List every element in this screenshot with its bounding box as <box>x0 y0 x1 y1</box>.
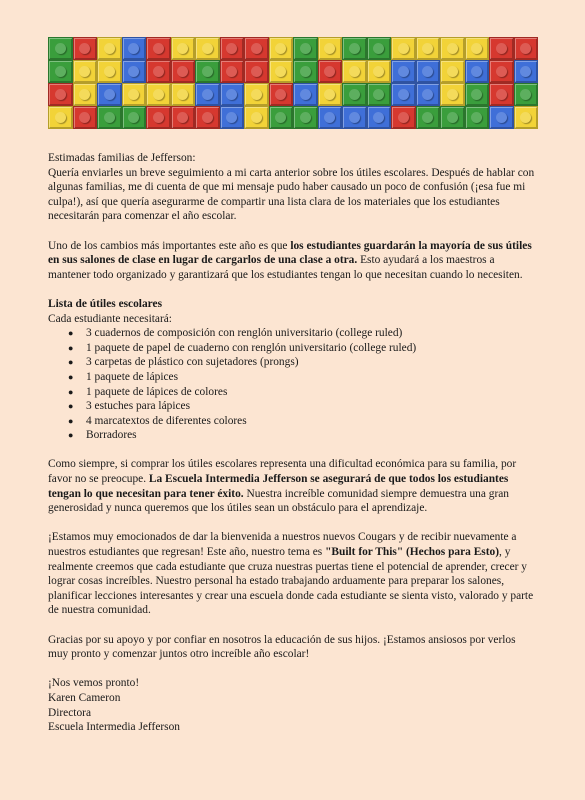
signer-title: Directora <box>48 706 92 719</box>
lego-brick <box>514 37 539 60</box>
thanks-paragraph: Gracias por su apoyo y por confiar en nosotros la educación de sus hijos. ¡Estamos ansiosos por verlos muy pronto y comenzar juntos otro increíble año escolar! <box>48 633 516 661</box>
list-item: ● 1 paquete de lápices de colores <box>68 385 538 400</box>
lego-brick <box>269 37 294 60</box>
assistance-text-a: Como siempre, si comprar los útiles escolares representa una dificultad económica para su familia, por favor no se preocupe. <box>48 458 517 486</box>
lego-brick <box>367 60 392 83</box>
lego-brick <box>293 37 318 60</box>
list-item: ● 1 paquete de papel de cuaderno con renglón universitario (college ruled) <box>68 341 538 356</box>
lego-brick <box>489 83 514 106</box>
theme-text-bold: "Built for This" (Hechos para Esto) <box>325 546 500 559</box>
lego-brick <box>293 60 318 83</box>
storage-text-bold: los estudiantes guardarán la mayoría de sus útiles en sus salones de clase en lugar de cargarlos de una clase a otra. <box>48 239 532 267</box>
lego-brick <box>220 106 245 129</box>
storage-text-a: Uno de los cambios más importantes este año es que <box>48 239 291 252</box>
lego-brick <box>440 60 465 83</box>
lego-brick <box>244 60 269 83</box>
lego-brick <box>416 83 441 106</box>
lego-brick <box>367 37 392 60</box>
lego-brick <box>122 106 147 129</box>
lego-brick <box>48 60 73 83</box>
lego-brick <box>440 106 465 129</box>
lego-brick <box>171 37 196 60</box>
theme-paragraph <box>48 530 538 618</box>
list-item: ● Borradores <box>68 428 538 443</box>
lego-brick <box>146 83 171 106</box>
lego-brick <box>318 60 343 83</box>
lego-brick <box>342 60 367 83</box>
lego-brick <box>391 106 416 129</box>
list-item: ● 1 paquete de lápices <box>68 370 538 385</box>
lego-brick-banner <box>48 37 538 129</box>
closing: ¡Nos vemos pronto! <box>48 677 140 690</box>
lego-brick <box>269 83 294 106</box>
lego-brick <box>146 60 171 83</box>
lego-brick <box>73 83 98 106</box>
lego-brick <box>195 37 220 60</box>
letter-body <box>48 151 538 735</box>
lego-brick <box>195 60 220 83</box>
lego-brick <box>195 83 220 106</box>
signer-school: Escuela Intermedia Jefferson <box>48 721 180 734</box>
theme-text-a: ¡Estamos muy emocionados de dar la bienvenida a nuestros nuevos Cougars y de recibir nuevamente a nuestros estudiantes que regresan! Este año, nuestro tema es <box>48 531 517 559</box>
lego-brick <box>122 37 147 60</box>
theme-text-c: , y realmente creemos que cada estudiante que cruza nuestras puertas tiene el potencial de aprender, crecer y lograr cosas increíbles. Nuestro personal ha estado trabajando arduamente para preparar los salones, planificar lecciones interesantes y crear una escuela donde cada estudiante se sienta visto, valorado y parte de nuestra comunidad. <box>48 546 534 617</box>
storage-text-c: Esto ayudará a los maestros a mantener todo organizado y garantizará que los estudiantes tengan lo que necesitan cuando lo necesiten. <box>48 254 523 281</box>
signer-name: Karen Cameron <box>48 691 121 704</box>
lego-brick <box>318 37 343 60</box>
supply-list <box>48 326 538 443</box>
storage-paragraph <box>48 239 538 283</box>
lego-brick <box>318 106 343 129</box>
lego-brick <box>440 83 465 106</box>
list-intro: Cada estudiante necesitará: <box>48 312 172 325</box>
lego-brick <box>489 60 514 83</box>
assistance-text-bold: La Escuela Intermedia Jefferson se asegurará de que todos los estudiantes tengan lo que necesitan para tener éxito. <box>48 473 509 500</box>
lego-brick <box>171 106 196 129</box>
lego-brick <box>465 60 490 83</box>
signature-block <box>48 676 538 734</box>
lego-brick <box>465 37 490 60</box>
lego-brick <box>195 106 220 129</box>
lego-brick <box>489 37 514 60</box>
lego-brick <box>244 106 269 129</box>
lego-brick <box>146 37 171 60</box>
lego-brick <box>293 83 318 106</box>
lego-brick <box>220 60 245 83</box>
list-item: ● 4 marcatextos de diferentes colores <box>68 414 538 429</box>
lego-brick <box>122 83 147 106</box>
list-title <box>48 297 538 312</box>
lego-brick <box>416 60 441 83</box>
lego-brick <box>73 60 98 83</box>
lego-brick <box>465 83 490 106</box>
intro-paragraph: Quería enviarles un breve seguimiento a mi carta anterior sobre los útiles escolares. Después de hablar con algunas familias, me di cuenta de que mi mensaje pudo haber causado un poco de confusión (¡esa fue mi culpa!), así que quería asegurarme de compartir una lista clara de los materiales que los estudiantes necesitarán para comenzar el año escolar. <box>48 166 535 223</box>
lego-brick <box>269 60 294 83</box>
lego-brick <box>391 60 416 83</box>
list-item: ● 3 cuadernos de composición con renglón universitario (college ruled) <box>68 326 538 341</box>
lego-brick <box>342 106 367 129</box>
lego-brick <box>342 83 367 106</box>
lego-brick <box>391 37 416 60</box>
list-item: ● 3 carpetas de plástico con sujetadores (prongs) <box>68 355 538 370</box>
lego-brick <box>391 83 416 106</box>
lego-brick <box>367 106 392 129</box>
lego-brick <box>465 106 490 129</box>
lego-brick <box>514 106 539 129</box>
lego-brick <box>73 106 98 129</box>
list-title-text: Lista de útiles escolares <box>48 297 163 310</box>
lego-brick <box>97 106 122 129</box>
lego-brick <box>97 60 122 83</box>
lego-brick <box>342 37 367 60</box>
lego-brick <box>416 106 441 129</box>
greeting: Estimadas familias de Jefferson: <box>48 152 196 164</box>
lego-brick <box>416 37 441 60</box>
lego-brick <box>489 106 514 129</box>
assistance-paragraph <box>48 457 538 515</box>
lego-brick <box>48 83 73 106</box>
lego-brick <box>244 83 269 106</box>
lego-brick <box>146 106 171 129</box>
lego-brick <box>48 106 73 129</box>
lego-brick <box>244 37 269 60</box>
lego-brick <box>122 60 147 83</box>
assistance-text-c: Nuestra increíble comunidad siempre demuestra una gran generosidad y nunca queremos que los útiles sean un obstáculo para el aprendizaje. <box>48 487 510 515</box>
lego-brick <box>97 83 122 106</box>
lego-brick <box>97 37 122 60</box>
list-item: ● 3 estuches para lápices <box>68 399 538 414</box>
lego-brick <box>367 83 392 106</box>
lego-brick <box>514 83 539 106</box>
lego-brick <box>73 37 98 60</box>
lego-brick <box>171 83 196 106</box>
lego-brick <box>171 60 196 83</box>
lego-brick <box>220 83 245 106</box>
lego-brick <box>269 106 294 129</box>
lego-brick <box>514 60 539 83</box>
lego-brick <box>48 37 73 60</box>
lego-brick <box>220 37 245 60</box>
lego-brick <box>293 106 318 129</box>
lego-brick <box>318 83 343 106</box>
lego-brick <box>440 37 465 60</box>
